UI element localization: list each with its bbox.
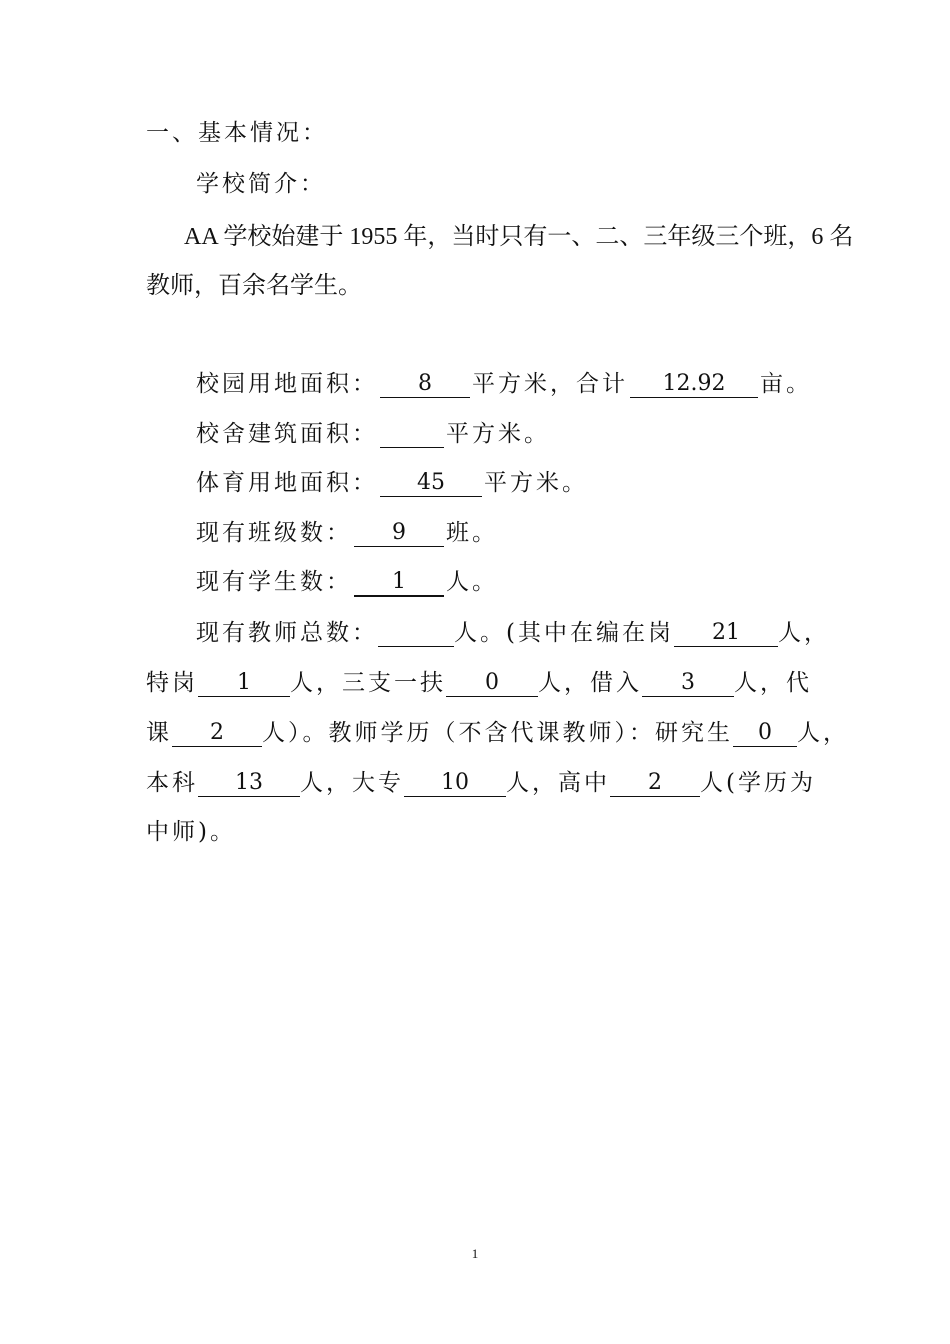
- sports-area-row: [196, 466, 588, 500]
- teachers-borrowed: 3: [642, 666, 734, 697]
- students-unit: 人。: [446, 569, 498, 595]
- students-value: 1: [354, 565, 444, 597]
- sports-area-unit: 平方米。: [484, 470, 588, 496]
- teachers-special: 1: [198, 666, 290, 697]
- classes-unit: 班。: [446, 520, 498, 546]
- classes-row: [196, 516, 498, 550]
- teachers-line-1: [196, 616, 830, 650]
- teachers-text-7: 人，: [797, 720, 849, 746]
- intro-line-1: AA 学校始建于 1955 年，当时只有一、二、三年级三个班，6 名: [184, 224, 854, 250]
- section-heading: 一、基本情况：: [146, 120, 328, 146]
- sports-area-value: 45: [380, 466, 482, 497]
- teachers-onpost: 21: [674, 616, 778, 647]
- classes-label: 现有班级数：: [196, 520, 352, 546]
- students-label: 现有学生数：: [196, 569, 352, 595]
- campus-area-label: 校园用地面积：: [196, 371, 378, 397]
- teachers-text-5: 人，代: [734, 670, 812, 696]
- building-area-row: [196, 417, 550, 451]
- teachers-text-6: 人）。教师学历（不含代课教师）：研究生: [262, 720, 733, 746]
- campus-area-total-unit: 亩。: [760, 371, 812, 397]
- campus-area-value: 8: [380, 367, 470, 398]
- teachers-college: 10: [404, 766, 506, 797]
- campus-area-unit: 平方米，合计: [472, 371, 628, 397]
- teachers-label: 现有教师总数：: [196, 620, 378, 646]
- teachers-line-3: [146, 716, 849, 750]
- teachers-line-2: [146, 666, 812, 700]
- teachers-text-4: 人，借入: [538, 670, 642, 696]
- teachers-text-9: 人，高中: [506, 770, 610, 796]
- teachers-line-5: 中师)。: [146, 819, 236, 845]
- bachelor-label: 本科: [146, 770, 198, 796]
- teachers-sanzhi: 0: [446, 666, 538, 697]
- building-area-label: 校舍建筑面积：: [196, 421, 378, 447]
- page-number: 1: [471, 1246, 479, 1261]
- teachers-total: [378, 616, 454, 647]
- teachers-text-3: 人，三支一扶: [290, 670, 446, 696]
- campus-area-total: 12.92: [630, 367, 758, 398]
- students-row: [196, 565, 498, 599]
- campus-area-row: [196, 367, 812, 401]
- teachers-text-10: 人(学历为: [700, 770, 816, 796]
- special-label: 特岗: [146, 670, 198, 696]
- substitute-label: 课: [146, 720, 172, 746]
- teachers-bachelor: 13: [198, 766, 300, 797]
- teachers-text-1: 人。(其中在编在岗: [454, 620, 674, 646]
- building-area-value: [380, 417, 444, 448]
- sports-area-label: 体育用地面积：: [196, 470, 378, 496]
- teachers-line-4: [146, 766, 816, 800]
- teachers-postgrad: 0: [733, 716, 797, 747]
- teachers-highschool: 2: [610, 766, 700, 797]
- building-area-unit: 平方米。: [446, 421, 550, 447]
- classes-value: 9: [354, 516, 444, 547]
- subheading: 学校简介：: [196, 171, 326, 197]
- intro-line-2: 教师，百余名学生。: [146, 273, 362, 299]
- teachers-text-2: 人，: [777, 620, 830, 646]
- teachers-substitute: 2: [172, 716, 262, 747]
- teachers-text-8: 人，大专: [300, 770, 404, 796]
